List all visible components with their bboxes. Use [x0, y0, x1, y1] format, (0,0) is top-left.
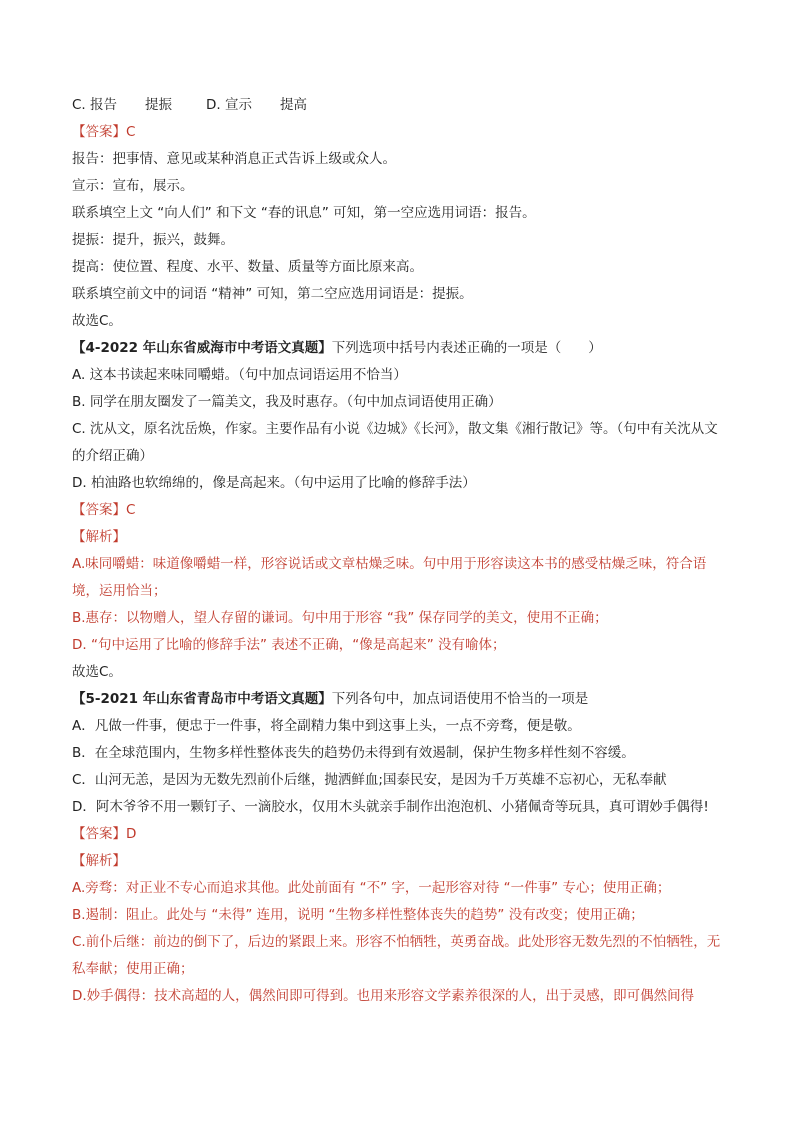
q4-question	[72, 335, 724, 362]
option-d-word2: 提高	[280, 97, 307, 113]
option-d: D. 宣示	[206, 97, 252, 113]
q5-option-b: B．在全球范围内，生物多样性整体丧失的趋势仍未得到有效遏制，保护生物多样性刻不容缓。	[72, 745, 635, 761]
q4-stem: 下列选项中括号内表述正确的一项是（ ）	[331, 340, 602, 356]
document-page	[72, 92, 724, 1010]
q5-option-a: A．凡做一件事，便忠于一件事，将全副精力集中到这事上头，一点不旁骛，便是敬。	[72, 718, 581, 734]
q5-stem: 下列各句中，加点词语使用不恰当的一项是	[331, 691, 589, 707]
q4-option-d: D. 柏油路也软绵绵的，像是高起来。（句中运用了比喻的修辞手法）	[72, 475, 476, 491]
q5-analysis-c: C.前仆后继：前边的倒下了，后边的紧跟上来。形容不怕牺牲，英勇奋战。此处形容无数先烈的不怕牺牲，无私奉献；使用正确；	[72, 934, 721, 977]
q3-explanation-line: 提高：使位置、程度、水平、数量、质量等方面比原来高。	[72, 259, 423, 275]
q5-header: 【5-2021 年山东省青岛市中考语文真题】	[72, 691, 332, 707]
q4-conclusion: 故选C。	[72, 664, 122, 680]
q3-options-cd	[72, 92, 724, 119]
q5-analysis-label: 【解析】	[72, 853, 126, 869]
q5-analysis-b: B.遏制：阻止。此处与 “未得” 连用，说明 “生物多样性整体丧失的趋势” 没有改变；使用正确；	[72, 907, 644, 923]
q3-explanation-line: 联系填空前文中的词语 “精神” 可知，第二空应选用词语是：提振。	[72, 286, 473, 302]
q4-option-a: A. 这本书读起来味同嚼蜡。（句中加点词语运用不恰当）	[72, 367, 407, 383]
q4-analysis-d: D. “句中运用了比喻的修辞手法” 表述不正确，“像是高起来” 没有喻体；	[72, 637, 506, 653]
q4-analysis-label: 【解析】	[72, 529, 126, 545]
q5-answer	[72, 821, 724, 848]
q4-analysis-a: A.味同嚼蜡：味道像嚼蜡一样，形容说话或文章枯燥乏味。句中用于形容读这本书的感受枯燥乏味，符合语境，运用恰当；	[72, 556, 707, 599]
option-c: C. 报告	[72, 97, 118, 113]
option-c-word2: 提振	[145, 97, 173, 113]
answer-label: 【答案】	[72, 124, 126, 140]
answer-value: C	[126, 124, 136, 140]
q3-explanation-line: 联系填空上文 “向人们” 和下文 “春的讯息” 可知，第一空应选用词语：报告。	[72, 205, 536, 221]
q5-option-d: D．阿木爷爷不用一颗钉子、一滴胶水，仅用木头就亲手制作出泡泡机、小猪佩奇等玩具，真可谓妙手偶得!	[72, 799, 709, 815]
q4-header: 【4-2022 年山东省威海市中考语文真题】	[72, 340, 332, 356]
q5-option-c: C．山河无恙，是因为无数先烈前仆后继，抛洒鲜血;国泰民安，是因为千万英雄不忘初心，无私奉献	[72, 772, 667, 788]
answer-value: C	[126, 502, 136, 518]
answer-label: 【答案】	[72, 502, 126, 518]
q3-conclusion: 故选C。	[72, 313, 122, 329]
q4-analysis-b: B.惠存：以物赠人，望人存留的谦词。句中用于形容 “我” 保存同学的美文，使用不正确；	[72, 610, 608, 626]
answer-label: 【答案】	[72, 826, 126, 842]
answer-value: D	[126, 826, 137, 842]
q3-explanation-line: 提振：提升，振兴，鼓舞。	[72, 232, 234, 248]
q3-explanation-line: 报告：把事情、意见或某种消息正式告诉上级或众人。	[72, 151, 396, 167]
q5-analysis-d: D.妙手偶得：技术高超的人，偶然间即可得到。也用来形容文学素养很深的人，出于灵感，即可偶然间得	[72, 988, 695, 1004]
q4-answer	[72, 497, 724, 524]
q3-explanation-line: 宣示：宣布，展示。	[72, 178, 194, 194]
q4-option-c: C. 沈从文，原名沈岳焕，作家。主要作品有小说《边城》《长河》，散文集《湘行散记》等。（句中有关沈从文的介绍正确）	[72, 421, 718, 464]
q3-answer	[72, 119, 724, 146]
q5-question	[72, 686, 724, 713]
q4-option-b: B. 同学在朋友圈发了一篇美文，我及时惠存。（句中加点词语使用正确）	[72, 394, 502, 410]
q5-analysis-a: A.旁骛：对正业不专心而追求其他。此处前面有 “不” 字，一起形容对待 “一件事” 专心；使用正确；	[72, 880, 671, 896]
